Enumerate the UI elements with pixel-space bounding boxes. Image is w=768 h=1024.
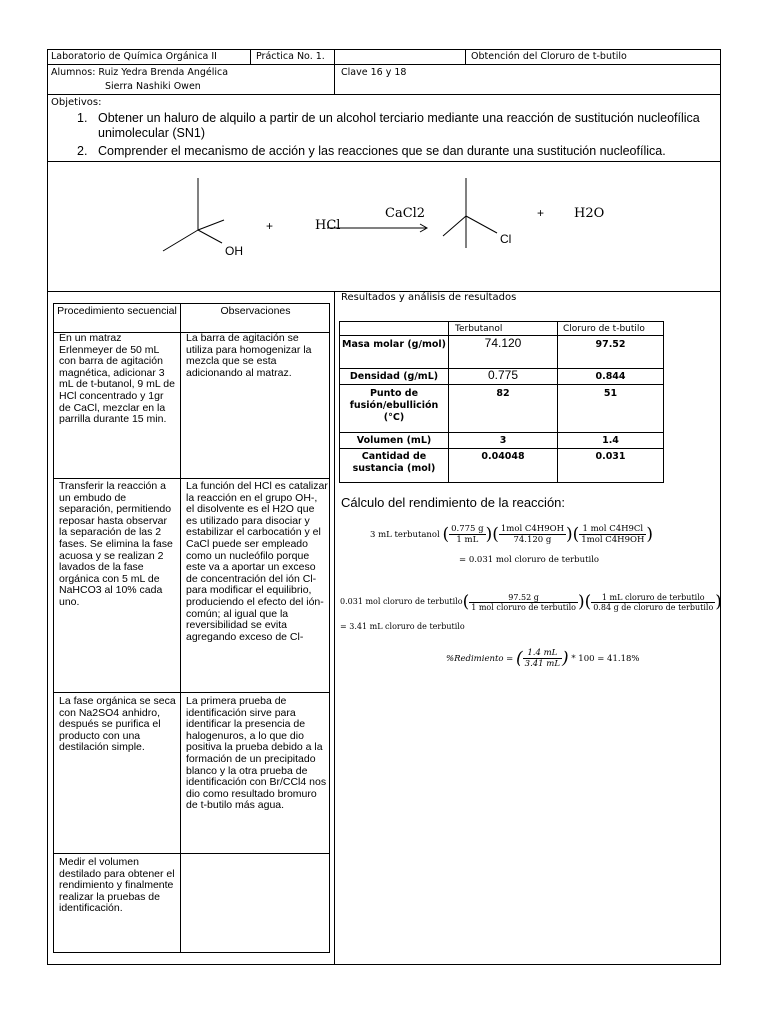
eq1-frac2-num: 1mol C4H9OH (500, 524, 564, 534)
cantidad-terbutanol: 0.04048 (481, 451, 525, 462)
objective-2-text: Comprender el mecanismo de acción y las reacciones que se dan durante una sustitución nucleofílica. (98, 144, 666, 158)
row-label-masa: Masa molar (g/mol) (342, 339, 446, 350)
eq2-frac1-den: 1 mol cloruro de terbutilo (471, 602, 576, 612)
procedure-step-4: Medir el volumen destilado para obtener el rendimiento y finalmente realizar la pruebas de identificación. (59, 856, 175, 915)
masa-terbutanol: 74.120 (484, 336, 522, 350)
eq3-tail: * 100 = 41.18% (571, 654, 640, 664)
tbutanol-bond-right (198, 230, 222, 243)
h2o-label: H2O (574, 206, 605, 221)
equation-2: 0.031 mol cloruro de terbutilo( $\frac{97.52 g}{\text{1 mol cloruro de terbutilo}}$ )( $\frac{\text{1 mL cloruro de terbutilo}}{\text{0.84 g de cloruro de terbutilo}}$ ) (340, 592, 722, 612)
procedure-step-3: La fase orgánica se seca con Na2SO4 anhidro, después se purifica el producto con una destilación simple. (59, 695, 176, 754)
calc-heading: Cálculo del rendimiento de la reacción: (341, 495, 566, 510)
punto-cloruro: 51 (603, 388, 618, 399)
frame-right (720, 49, 721, 965)
main-column-divider (334, 291, 335, 965)
students-label: Alumnos: Ruiz Yedra Brenda Angélica (51, 67, 229, 78)
procedure-col-header: Procedimiento secuencial (57, 305, 177, 317)
observations-col-header: Observaciones (220, 305, 291, 317)
col-terbutanol: Terbutanol (455, 324, 503, 334)
eq2-result: = 3.41 mL cloruro de terbutilo (340, 622, 465, 631)
eq2-frac1-num: 97.52 g (469, 593, 578, 603)
procedure-step-2: Transferir la reacción a un embudo de separación, permitiendo reposar hasta observar la separación de las 2 fases. Se elimina la fase acuosa y se realizan 2 lavados de la fase orgánica con 5 mL de NaHCO3 al 10% cada uno. (59, 480, 173, 608)
volumen-terbutanol: 3 (499, 435, 507, 446)
objectives-heading: Objetivos: (51, 97, 102, 108)
eq2-frac2-den: 0.84 g de cloruro de terbutilo (593, 602, 714, 612)
objective-1-num: 1. (77, 111, 88, 125)
tbutanol-bond-left (163, 230, 198, 251)
col-cloruro: Cloruro de t-butilo (563, 324, 645, 334)
clave: Clave 16 y 18 (341, 67, 407, 78)
eq1-result: = 0.031 mol cloruro de terbutilo (459, 555, 600, 565)
equation-3: %Redimiento = ( $\frac{1.4 mL}{3.41 mL}$ ) * 100 = 41.18% (446, 648, 640, 669)
row-label-volumen: Volumen (mL) (356, 435, 432, 446)
frame-top (47, 49, 721, 50)
header-sep-1 (250, 49, 251, 65)
header-divider (47, 64, 721, 65)
lab-name: Laboratorio de Química Orgánica II (51, 51, 217, 62)
volumen-cloruro: 1.4 (602, 435, 619, 446)
product-bond-left (443, 216, 466, 236)
reaction-scheme (48, 162, 720, 291)
row-label-punto: Punto de fusión/ebullición (°C) (349, 388, 439, 423)
header-sep-2 (334, 49, 335, 95)
eq3-frac-num: 1.4 mL (523, 648, 562, 659)
row-label-densidad: Densidad (g/mL) (349, 371, 439, 382)
equation-1: 3 mL terbutanol ( $\frac{0.775 g}{1 mL}$ )( $\frac{\text{1mol C4H9OH}}{74.120 g}$ )( $\frac{\text{1 mol C4H9Cl}}{\text{1mol C4H9OH}}$ ) (370, 524, 654, 545)
eq1-frac1-num: 0.775 g (451, 524, 484, 534)
masa-cloruro: 97.52 (595, 339, 626, 350)
eq1-frac3-num: 1 mol C4H9Cl (579, 524, 646, 535)
objective-1-text: Obtener un haluro de alquilo a partir de un alcohol terciario mediante una reacción de sustitución nucleofílica unimolecular (SN1) (98, 111, 700, 140)
punto-terbutanol: 82 (496, 388, 510, 399)
eq3-lead: %Redimiento = (446, 654, 514, 664)
row-label-cantidad: Cantidad de sustancia (mol) (352, 451, 436, 474)
eq1-lead: 3 mL terbutanol (370, 530, 440, 540)
observation-1: La barra de agitación se utiliza para homogenizar la mezcla que se esta adicionando al matraz. (186, 332, 312, 379)
eq2-frac2-num: 1 mL cloruro de terbutilo (591, 593, 715, 603)
procedure-step-1: En un matraz Erlenmeyer de 50 mL con barra de agitación magnética, adicionar 3 mL de t-butanol, 9 mL de HCl concentrado y 1gr de CaCl, mezclar en la parrilla durante 15 min. (59, 332, 175, 426)
eq1-frac3-den: 1mol C4H9OH (581, 535, 645, 545)
results-heading: Resultados y análisis de resultados (341, 292, 517, 303)
tbutanol-bond-methyl (198, 220, 224, 230)
observation-3: La primera prueba de identificación sirve para identificar la presencia de halogenuros, a lo que dio positiva la prueba debido a la formación de un precipitado blanco y la otra prueba de identificación con Br/CCl4 nos dio como resultado bromuro de t-butilo más agua. (186, 695, 327, 812)
eq1-frac2-den: 74.120 g (513, 535, 552, 545)
objective-2-num: 2. (77, 144, 88, 158)
densidad-cloruro: 0.844 (595, 371, 626, 382)
densidad-terbutanol: 0.775 (487, 368, 519, 382)
plus-2: + (537, 206, 545, 220)
header-sep-3 (465, 49, 466, 65)
cantidad-cloruro: 0.031 (595, 451, 626, 462)
practice-title: Obtención del Cloruro de t-butilo (471, 51, 627, 62)
students-divider (47, 94, 721, 95)
plus-1: + (266, 219, 274, 233)
product-bond-right (466, 216, 497, 233)
cl-label: Cl (500, 232, 512, 246)
practice-number: Práctica No. 1. (256, 51, 325, 62)
student-2: Sierra Nashiki Owen (105, 81, 201, 92)
oh-label: OH (225, 244, 243, 258)
eq3-frac-den: 3.41 mL (524, 659, 560, 669)
catalyst-label: CaCl2 (385, 206, 426, 221)
eq1-frac1-den: 1 mL (456, 535, 479, 545)
observation-2: La función del HCl es catalizar la reacción en el grupo OH-, el disolvente es el H2O que es utilizado para disociar y estabilizar el carbocatión y el CaCl puede ser empleado como un nucleófilo porque este va a aportar un exceso de concentración del ión Cl- para modificar el equilibrio, produciendo el efecto del ión-común; al igual que la reversibilidad se evita agregando exceso de Cl- (186, 480, 328, 643)
hcl-label: HCl (315, 218, 341, 233)
eq2-lead: 0.031 mol cloruro de terbutilo (340, 597, 463, 606)
frame-bottom (47, 964, 721, 965)
